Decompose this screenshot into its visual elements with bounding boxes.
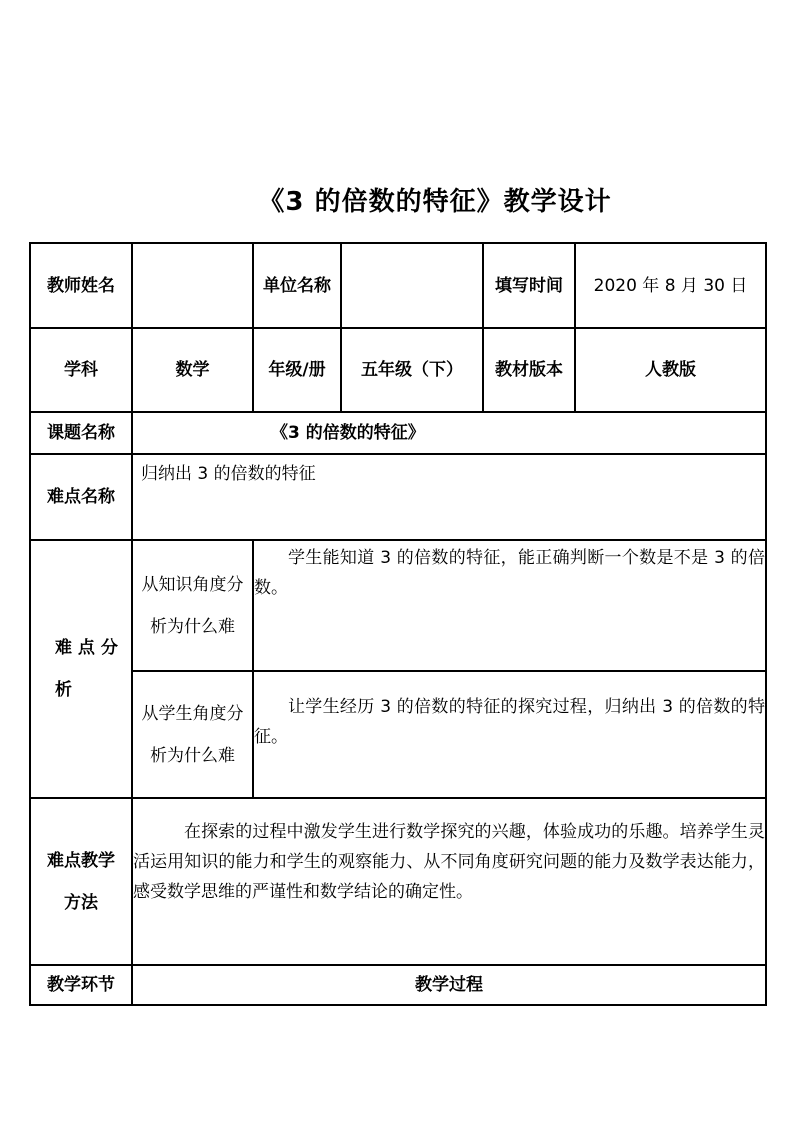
student-angle-text: 让学生经历 3 的倍数的特征的探究过程，归纳出 3 的倍数的特征。 xyxy=(253,671,766,798)
table-row xyxy=(30,454,766,540)
document-title: 《3 的倍数的特征》教学设计 xyxy=(258,187,612,217)
edition-label: 教材版本 xyxy=(483,328,575,412)
difficulty-value: 归纳出 3 的倍数的特征 xyxy=(132,454,766,540)
teacher-name-value xyxy=(132,243,253,328)
edition-value: 人教版 xyxy=(575,328,766,412)
method-label: 难点教学方法 xyxy=(30,798,132,965)
grade-value: 五年级（下） xyxy=(341,328,483,412)
lesson-plan-table xyxy=(29,242,767,1006)
analysis-label: 难 点 分 析 xyxy=(30,540,132,798)
table-row xyxy=(30,243,766,328)
method-text: 在探索的过程中激发学生进行数学探究的兴趣，体验成功的乐趣。培养学生灵活运用知识的能力和学生的观察能力、从不同角度研究问题的能力及数学表达能力，感受数学思维的严谨性和数学结论的确定性。 xyxy=(132,798,766,965)
table-row xyxy=(30,328,766,412)
knowledge-angle-text: 学生能知道 3 的倍数的特征，能正确判断一个数是不是 3 的倍数。 xyxy=(253,540,766,671)
table-row xyxy=(30,540,766,671)
fill-date-label: 填写时间 xyxy=(483,243,575,328)
student-angle-label: 从学生角度分析为什么难 xyxy=(132,671,253,798)
grade-label: 年级/册 xyxy=(253,328,341,412)
knowledge-angle-label: 从知识角度分析为什么难 xyxy=(132,540,253,671)
subject-value: 数学 xyxy=(132,328,253,412)
table-row xyxy=(30,412,766,454)
table-row xyxy=(30,798,766,965)
subject-label: 学科 xyxy=(30,328,132,412)
unit-name-value xyxy=(341,243,483,328)
teaching-process-label: 教学过程 xyxy=(132,965,766,1005)
table-row xyxy=(30,671,766,798)
table-row xyxy=(30,965,766,1005)
topic-label: 课题名称 xyxy=(30,412,132,454)
fill-date-value: 2020 年 8 月 30 日 xyxy=(575,243,766,328)
difficulty-label: 难点名称 xyxy=(30,454,132,540)
teaching-stage-label: 教学环节 xyxy=(30,965,132,1005)
teacher-name-label: 教师姓名 xyxy=(30,243,132,328)
topic-value: 《3 的倍数的特征》 xyxy=(132,412,766,454)
unit-name-label: 单位名称 xyxy=(253,243,341,328)
